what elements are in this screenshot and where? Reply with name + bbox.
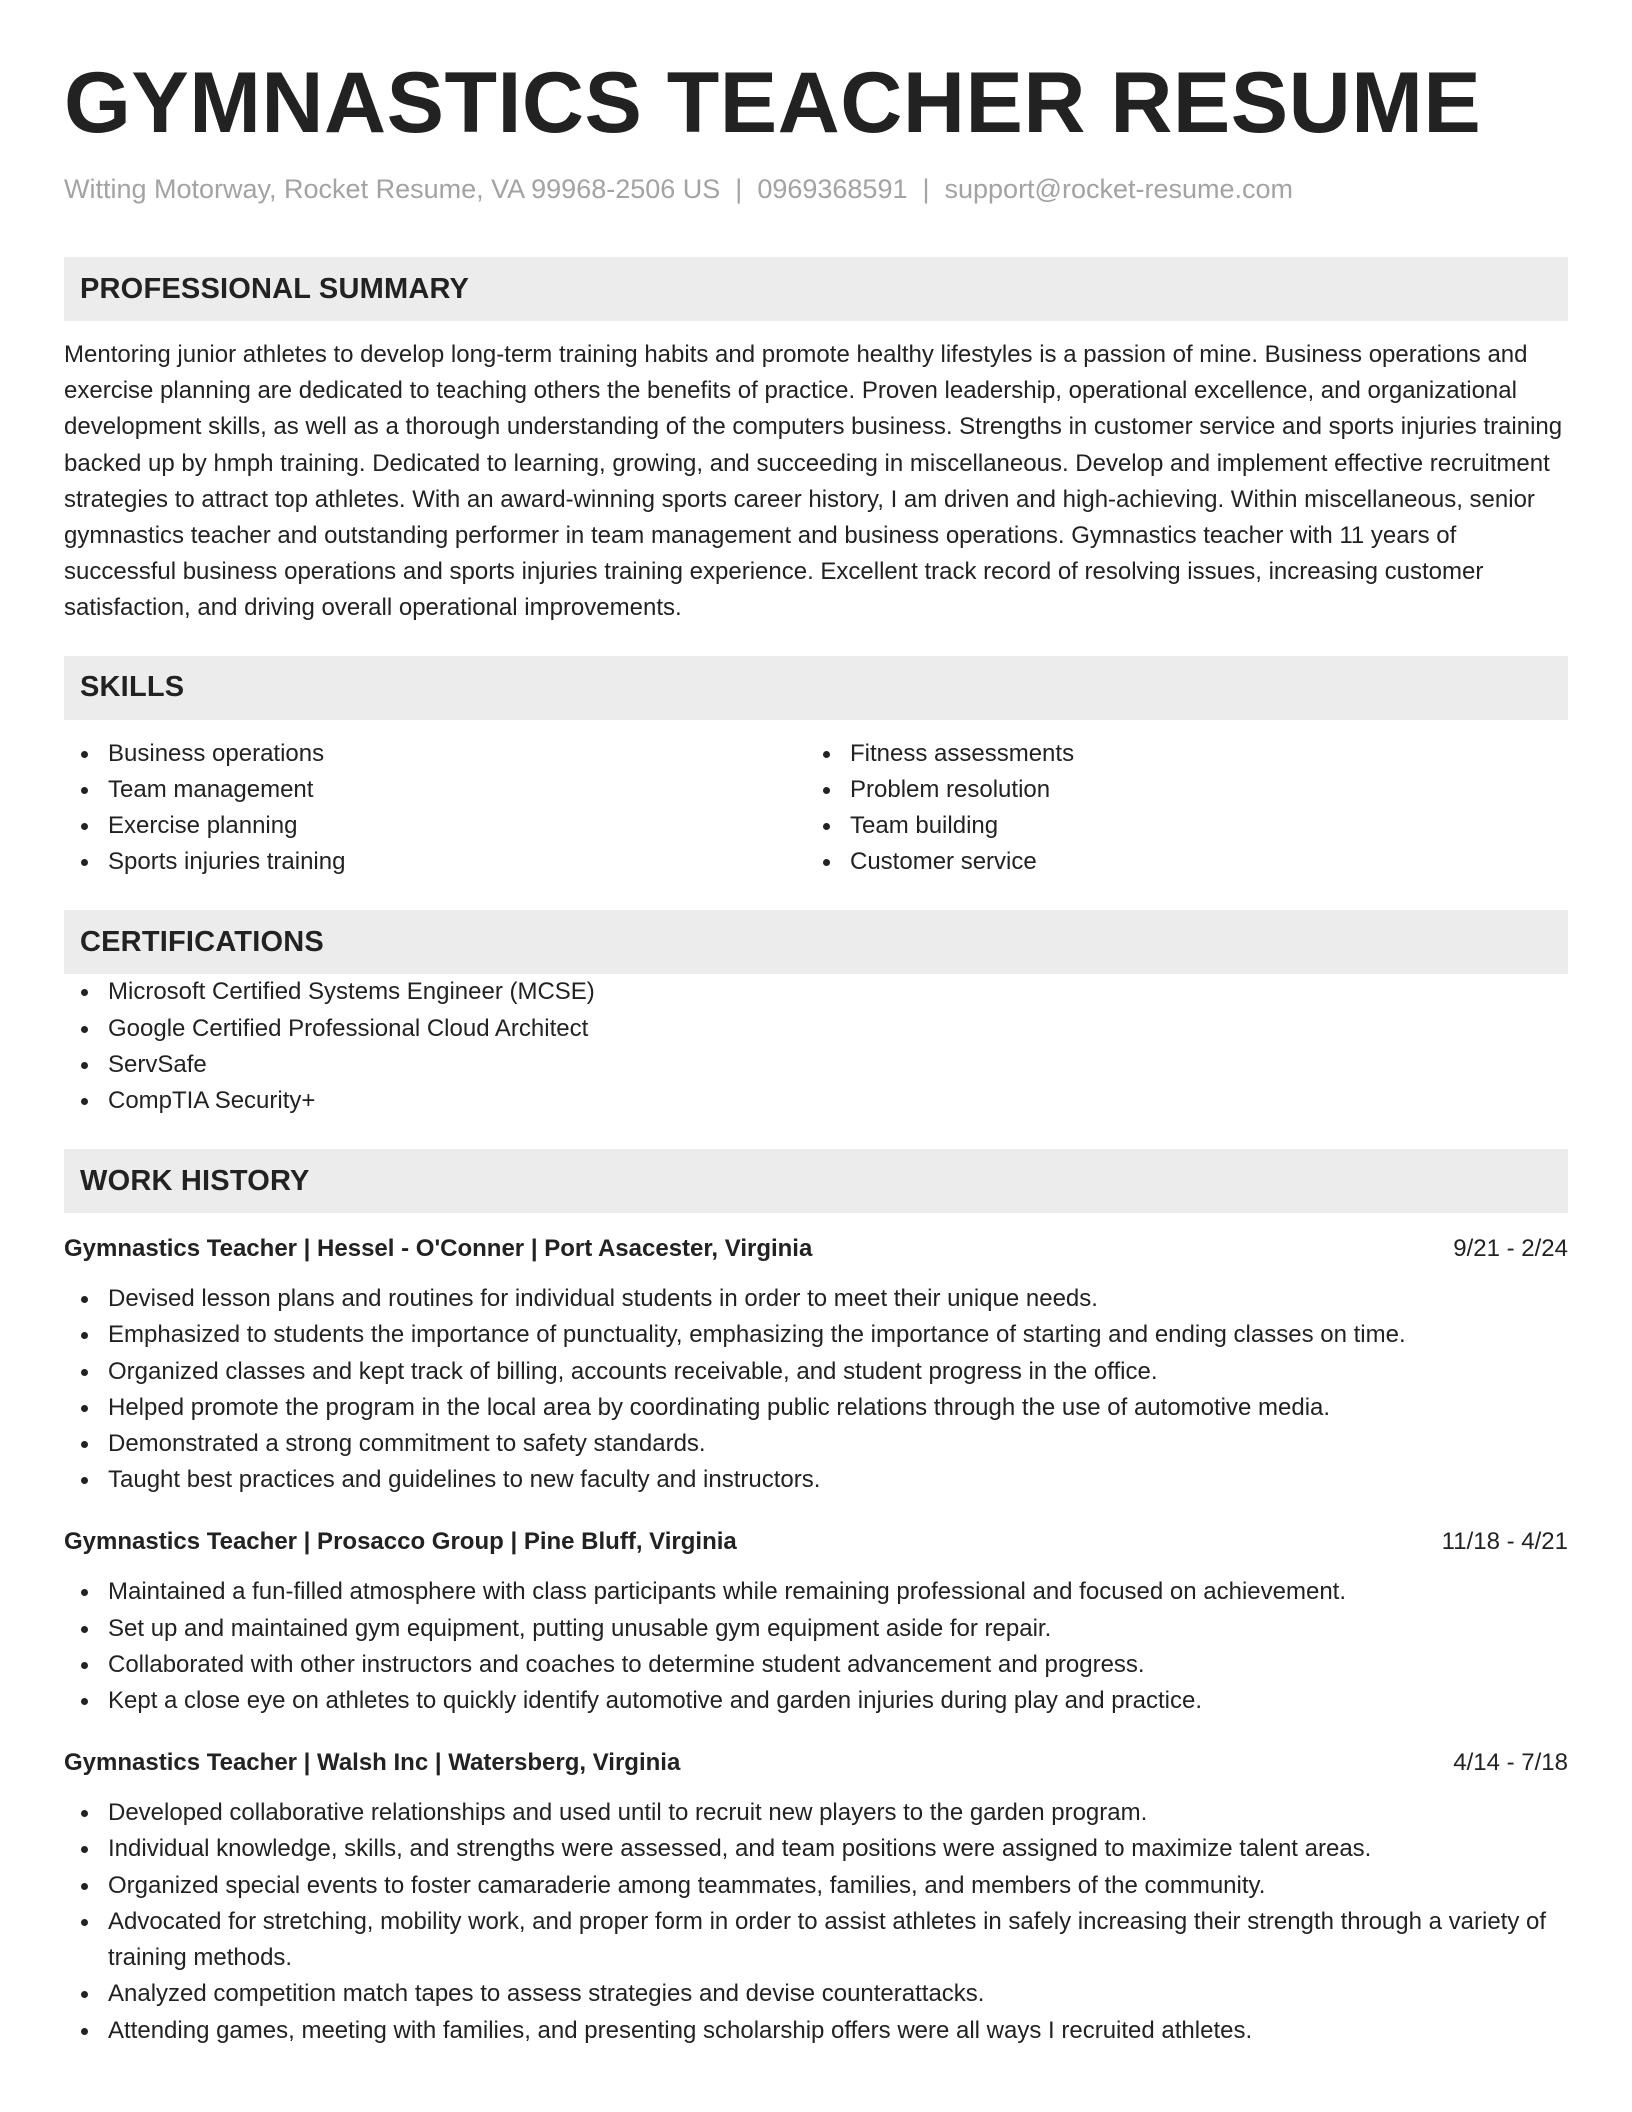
skills-list-right (806, 736, 1548, 881)
job-bullet (64, 1611, 1568, 1647)
bullet-dot-icon (81, 1062, 88, 1069)
section-header-certifications: CERTIFICATIONS (64, 910, 1568, 974)
skill-item (64, 808, 806, 844)
certification-item (64, 1047, 1568, 1083)
bullet-dot-icon (823, 787, 830, 794)
bullet-dot-icon (81, 1662, 88, 1669)
job-title: Gymnastics Teacher | Prosacco Group | Pine Bluff, Virginia (64, 1528, 737, 1556)
contact-separator: | (922, 174, 930, 204)
work-history-list (64, 1231, 1568, 2048)
job-header (64, 1524, 1568, 1560)
bullet-dot-icon (81, 1991, 88, 1998)
certifications-list (64, 974, 1568, 1119)
job-dates: 9/21 - 2/24 (1453, 1235, 1568, 1263)
job-bullet (64, 1831, 1568, 1867)
job-bullet-text: Organized classes and kept track of billing, accounts receivable, and student progress in the office. (108, 1357, 1158, 1385)
job-bullet (64, 1281, 1568, 1317)
bullet-dot-icon (81, 1369, 88, 1376)
skills-column-right (806, 736, 1548, 881)
job-bullet (64, 1868, 1568, 1904)
bullet-dot-icon (81, 1477, 88, 1484)
bullet-dot-icon (81, 1026, 88, 1033)
certification-item (64, 1083, 1568, 1119)
certification-item-text: Google Certified Professional Cloud Architect (108, 1014, 589, 1042)
bullet-dot-icon (81, 751, 88, 758)
job-bullet-text: Demonstrated a strong commitment to safety standards. (108, 1430, 706, 1458)
skill-item-text: Team building (850, 812, 999, 840)
job-title: Gymnastics Teacher | Hessel - O'Conner | Port Asacester, Virginia (64, 1235, 813, 1263)
job-bullet (64, 1647, 1568, 1683)
bullet-dot-icon (81, 823, 88, 830)
contact-phone: 0969368591 (757, 174, 908, 204)
job-bullet (64, 1390, 1568, 1426)
section-header-work-history: WORK HISTORY (64, 1149, 1568, 1213)
job-bullet-text: Maintained a fun-filled atmosphere with class participants while remaining professional and focused on achievement. (108, 1578, 1347, 1606)
summary-text: Mentoring junior athletes to develop long-term training habits and promote healthy lifestyles is a passion of mine. Business operations and exercise planning are dedicated to teaching others the benefits of practice. Proven leadership, operational excellence, and organizational development skills, as well as a thorough understanding of the computers business. Strengths in customer service and sports injuries training backed up by hmph training. Dedicated to learning, growing, and succeeding in miscellaneous. Develop and implement effective recruitment strategies to attract top athletes. With an award-winning sports career history, I am driven and high-achieving. Within miscellaneous, senior gymnastics teacher and outstanding performer in team management and business operations. Gymnastics teacher with 11 years of successful business operations and sports injuries training experience. Excellent track record of resolving issues, increasing customer satisfaction, and driving overall operational improvements. (64, 341, 1563, 622)
bullet-dot-icon (81, 1626, 88, 1633)
skill-item-text: Fitness assessments (850, 739, 1075, 767)
job-entry (64, 1524, 1568, 1719)
section-header-skills: SKILLS (64, 656, 1568, 720)
job-bullets (64, 1281, 1568, 1498)
job-bullet-text: Devised lesson plans and routines for individual students in order to meet their unique needs. (108, 1285, 1098, 1313)
job-bullet-text: Emphasized to students the importance of punctuality, emphasizing the importance of starting and ending classes on time. (108, 1321, 1406, 1349)
job-header (64, 1745, 1568, 1781)
skills-column-left (64, 736, 806, 881)
skill-item-text: Team management (108, 775, 314, 803)
skill-item-text: Sports injuries training (108, 848, 346, 876)
bullet-dot-icon (81, 1405, 88, 1412)
job-bullet (64, 1795, 1568, 1831)
job-bullet (64, 1904, 1568, 1976)
contact-separator: | (735, 174, 743, 204)
job-bullet-text: Advocated for stretching, mobility work, and proper form in order to assist athletes in safely increasing their strength through a variety of training methods. (108, 1907, 1547, 1972)
contact-address: Witting Motorway, Rocket Resume, VA 99968-2506 US (64, 174, 721, 204)
job-bullet-text: Kept a close eye on athletes to quickly identify automotive and garden injuries during play and practice. (108, 1687, 1202, 1715)
job-bullet-text: Developed collaborative relationships and used until to recruit new players to the garden program. (108, 1799, 1148, 1827)
bullet-dot-icon (81, 1098, 88, 1105)
certification-item-text: CompTIA Security+ (108, 1087, 316, 1115)
job-bullet-text: Set up and maintained gym equipment, putting unusable gym equipment aside for repair. (108, 1614, 1052, 1642)
skill-item (64, 844, 806, 880)
skills-list-left (64, 736, 806, 881)
bullet-dot-icon (81, 1846, 88, 1853)
job-bullet-text: Taught best practices and guidelines to new faculty and instructors. (108, 1466, 821, 1494)
skill-item (64, 772, 806, 808)
certification-item-text: ServSafe (108, 1050, 207, 1078)
bullet-dot-icon (81, 1332, 88, 1339)
skill-item-text: Problem resolution (850, 775, 1051, 803)
bullet-dot-icon (81, 1441, 88, 1448)
resume-title: GYMNASTICS TEACHER RESUME (64, 55, 1482, 151)
job-entry (64, 1745, 1568, 2048)
bullet-dot-icon (81, 859, 88, 866)
bullet-dot-icon (81, 2028, 88, 2035)
job-dates: 4/14 - 7/18 (1453, 1749, 1568, 1777)
skills-grid (64, 736, 1568, 881)
bullet-dot-icon (81, 1698, 88, 1705)
job-dates: 11/18 - 4/21 (1441, 1528, 1568, 1556)
job-bullet-text: Collaborated with other instructors and coaches to determine student advancement and progress. (108, 1650, 1145, 1678)
bullet-dot-icon (81, 1810, 88, 1817)
job-bullet (64, 1976, 1568, 2012)
skill-item (806, 808, 1548, 844)
skill-item-text: Business operations (108, 739, 325, 767)
skill-item (64, 736, 806, 772)
bullet-dot-icon (81, 787, 88, 794)
job-bullet-text: Attending games, meeting with families, and presenting scholarship offers were all ways I recruited athletes. (108, 2016, 1253, 2044)
skill-item (806, 772, 1548, 808)
bullet-dot-icon (823, 751, 830, 758)
job-bullet (64, 1354, 1568, 1390)
job-bullet (64, 1574, 1568, 1610)
section-header-summary: PROFESSIONAL SUMMARY (64, 257, 1568, 321)
bullet-dot-icon (81, 1919, 88, 1926)
certification-item-text: Microsoft Certified Systems Engineer (MCSE) (108, 978, 595, 1006)
job-title: Gymnastics Teacher | Walsh Inc | Watersberg, Virginia (64, 1749, 681, 1777)
contact-email[interactable]: support@rocket-resume.com (944, 174, 1294, 204)
skill-item (806, 844, 1548, 880)
job-bullet (64, 1462, 1568, 1498)
job-bullet (64, 1317, 1568, 1353)
bullet-dot-icon (81, 1296, 88, 1303)
job-header (64, 1231, 1568, 1267)
job-bullet-text: Organized special events to foster camaraderie among teammates, families, and members of the community. (108, 1871, 1266, 1899)
job-bullet (64, 1683, 1568, 1719)
skill-item-text: Customer service (850, 848, 1037, 876)
bullet-dot-icon (823, 823, 830, 830)
job-bullet-text: Analyzed competition match tapes to assess strategies and devise counterattacks. (108, 1980, 985, 2008)
bullet-dot-icon (81, 989, 88, 996)
job-bullet (64, 1426, 1568, 1462)
bullet-dot-icon (81, 1589, 88, 1596)
certification-item (64, 974, 1568, 1010)
bullet-dot-icon (81, 1883, 88, 1890)
job-bullets (64, 1574, 1568, 1719)
job-bullet (64, 2013, 1568, 2049)
job-entry (64, 1231, 1568, 1498)
contact-line (64, 172, 1568, 206)
job-bullet-text: Individual knowledge, skills, and strengths were assessed, and team positions were assigned to maximize talent areas. (108, 1835, 1372, 1863)
job-bullets (64, 1795, 1568, 2048)
certification-item (64, 1011, 1568, 1047)
skill-item-text: Exercise planning (108, 812, 298, 840)
skill-item (806, 736, 1548, 772)
bullet-dot-icon (823, 859, 830, 866)
job-bullet-text: Helped promote the program in the local area by coordinating public relations through the use of automotive media. (108, 1393, 1331, 1421)
